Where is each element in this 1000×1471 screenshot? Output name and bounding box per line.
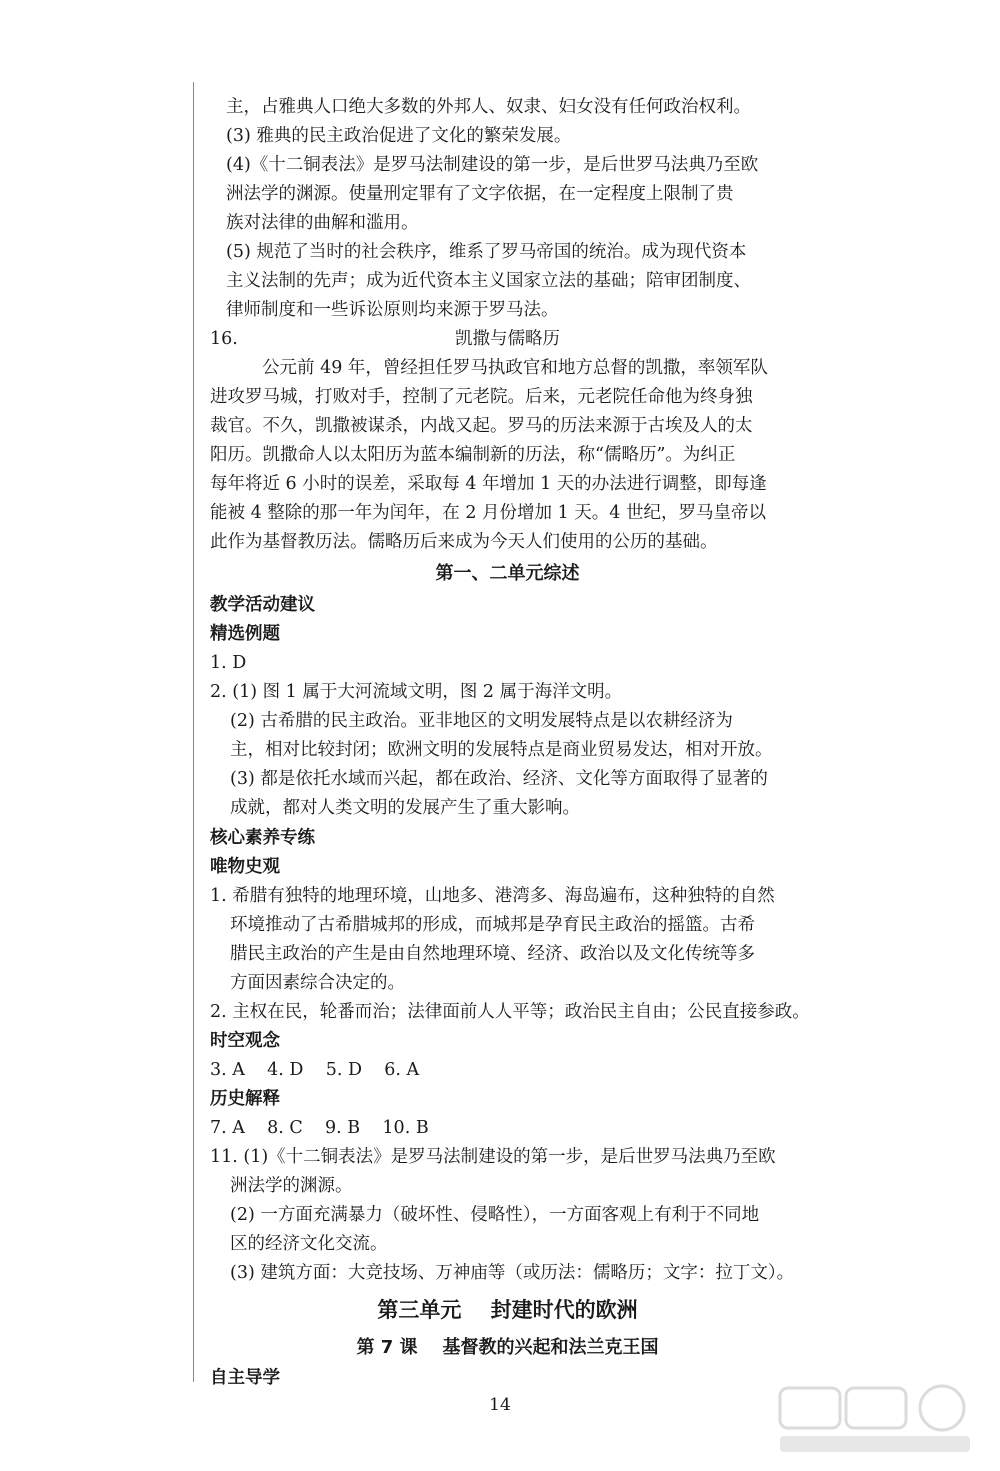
answer-line: 方面因素综合决定的。: [230, 973, 405, 993]
section-title: 第一、二单元综述: [435, 563, 580, 584]
paragraph-line: 公元前 49 年，曾经担任罗马执政官和地方总督的凯撒，率领军队: [262, 358, 768, 378]
section-heading: 时空观念: [210, 1031, 280, 1051]
question-number: 16.: [210, 329, 238, 349]
answer-line: (2) 古希腊的民主政治。亚非地区的文明发展特点是以农耕经济为: [230, 711, 733, 731]
answer-line: 成就，都对人类文明的发展产生了重大影响。: [230, 798, 580, 818]
section-heading: 教学活动建议: [210, 595, 315, 615]
text-line: (3) 雅典的民主政治促进了文化的繁荣发展。: [226, 126, 572, 146]
paragraph-line: 裁官。不久，凯撒被谋杀，内战又起。罗马的历法来源于古埃及人的太: [210, 416, 753, 436]
text-line: 主义法制的先声；成为近代资本主义国家立法的基础；陪审团制度、: [226, 271, 751, 291]
text-line: 族对法律的曲解和滥用。: [226, 213, 419, 233]
section-heading: 精选例题: [210, 624, 280, 644]
answer-line: 11. (1)《十二铜表法》是罗马法制建设的第一步，是后世罗马法典乃至欧: [210, 1147, 776, 1167]
answer-line: 7. A 8. C 9. B 10. B: [210, 1118, 429, 1138]
paragraph-line: 能被 4 整除的那一年为闰年，在 2 月份增加 1 天。4 世纪，罗马皇帝以: [210, 503, 766, 523]
answer-line: 2. (1) 图 1 属于大河流域文明，图 2 属于海洋文明。: [210, 682, 623, 702]
answer-line: 3. A 4. D 5. D 6. A: [210, 1060, 420, 1080]
answer-line: 2. 主权在民，轮番而治；法律面前人人平等；政治民主自由；公民直接参政。: [210, 1002, 810, 1022]
answer-line: 主，相对比较封闭；欧洲文明的发展特点是商业贸易发达，相对开放。: [230, 740, 773, 760]
lesson-title: 第 7 课 基督教的兴起和法兰克王国: [356, 1337, 659, 1358]
section-heading: 唯物史观: [210, 857, 280, 877]
text-line: 洲法学的渊源。使量刑定罪有了文字依据，在一定程度上限制了贵: [226, 184, 734, 204]
answer-line: 环境推动了古希腊城邦的形成，而城邦是孕育民主政治的摇篮。古希: [230, 915, 755, 935]
text-line: (5) 规范了当时的社会秩序，维系了罗马帝国的统治。成为现代资本: [226, 242, 747, 262]
answer-line: (3) 建筑方面：大竞技场、万神庙等（或历法：儒略历；文字：拉丁文）。: [230, 1263, 795, 1283]
page-number: 14: [489, 1395, 511, 1415]
text-line: (4)《十二铜表法》是罗马法制建设的第一步，是后世罗马法典乃至欧: [226, 155, 759, 175]
reading-title: 凯撒与儒略历: [455, 329, 560, 349]
text-line: 主，占雅典人口绝大多数的外邦人、奴隶、妇女没有任何政治权利。: [226, 97, 751, 117]
answer-line: (3) 都是依托水域而兴起，都在政治、经济、文化等方面取得了显著的: [230, 769, 768, 789]
section-heading: 核心素养专练: [210, 828, 315, 848]
text-line: 律师制度和一些诉讼原则均来源于罗马法。: [226, 300, 559, 320]
answer-line: 1. 希腊有独特的地理环境，山地多、港湾多、海岛遍布，这种独特的自然: [210, 886, 775, 906]
paragraph-line: 阳历。凯撒命人以太阳历为蓝本编制新的历法，称“儒略历”。为纠正: [210, 445, 736, 465]
answer-line: 洲法学的渊源。: [230, 1176, 353, 1196]
margin-rule: [193, 82, 194, 1382]
paragraph-line: 每年将近 6 小时的误差，采取每 4 年增加 1 天的办法进行调整，即每逢: [210, 474, 767, 494]
unit-title: 第三单元 封建时代的欧洲: [377, 1298, 638, 1322]
watermark-logo: [772, 1380, 982, 1460]
answer-line: 1. D: [210, 653, 247, 673]
answer-line: 腊民主政治的产生是由自然地理环境、经济、政治以及文化传统等多: [230, 944, 755, 964]
answer-line: 区的经济文化交流。: [230, 1234, 388, 1254]
paragraph-line: 进攻罗马城，打败对手，控制了元老院。后来，元老院任命他为终身独: [210, 387, 753, 407]
paragraph-line: 此作为基督教历法。儒略历后来成为今天人们使用的公历的基础。: [210, 532, 718, 552]
section-heading: 历史解释: [210, 1089, 280, 1109]
section-heading: 自主导学: [210, 1368, 280, 1388]
answer-line: (2) 一方面充满暴力（破坏性、侵略性），一方面客观上有利于不同地: [230, 1205, 760, 1225]
